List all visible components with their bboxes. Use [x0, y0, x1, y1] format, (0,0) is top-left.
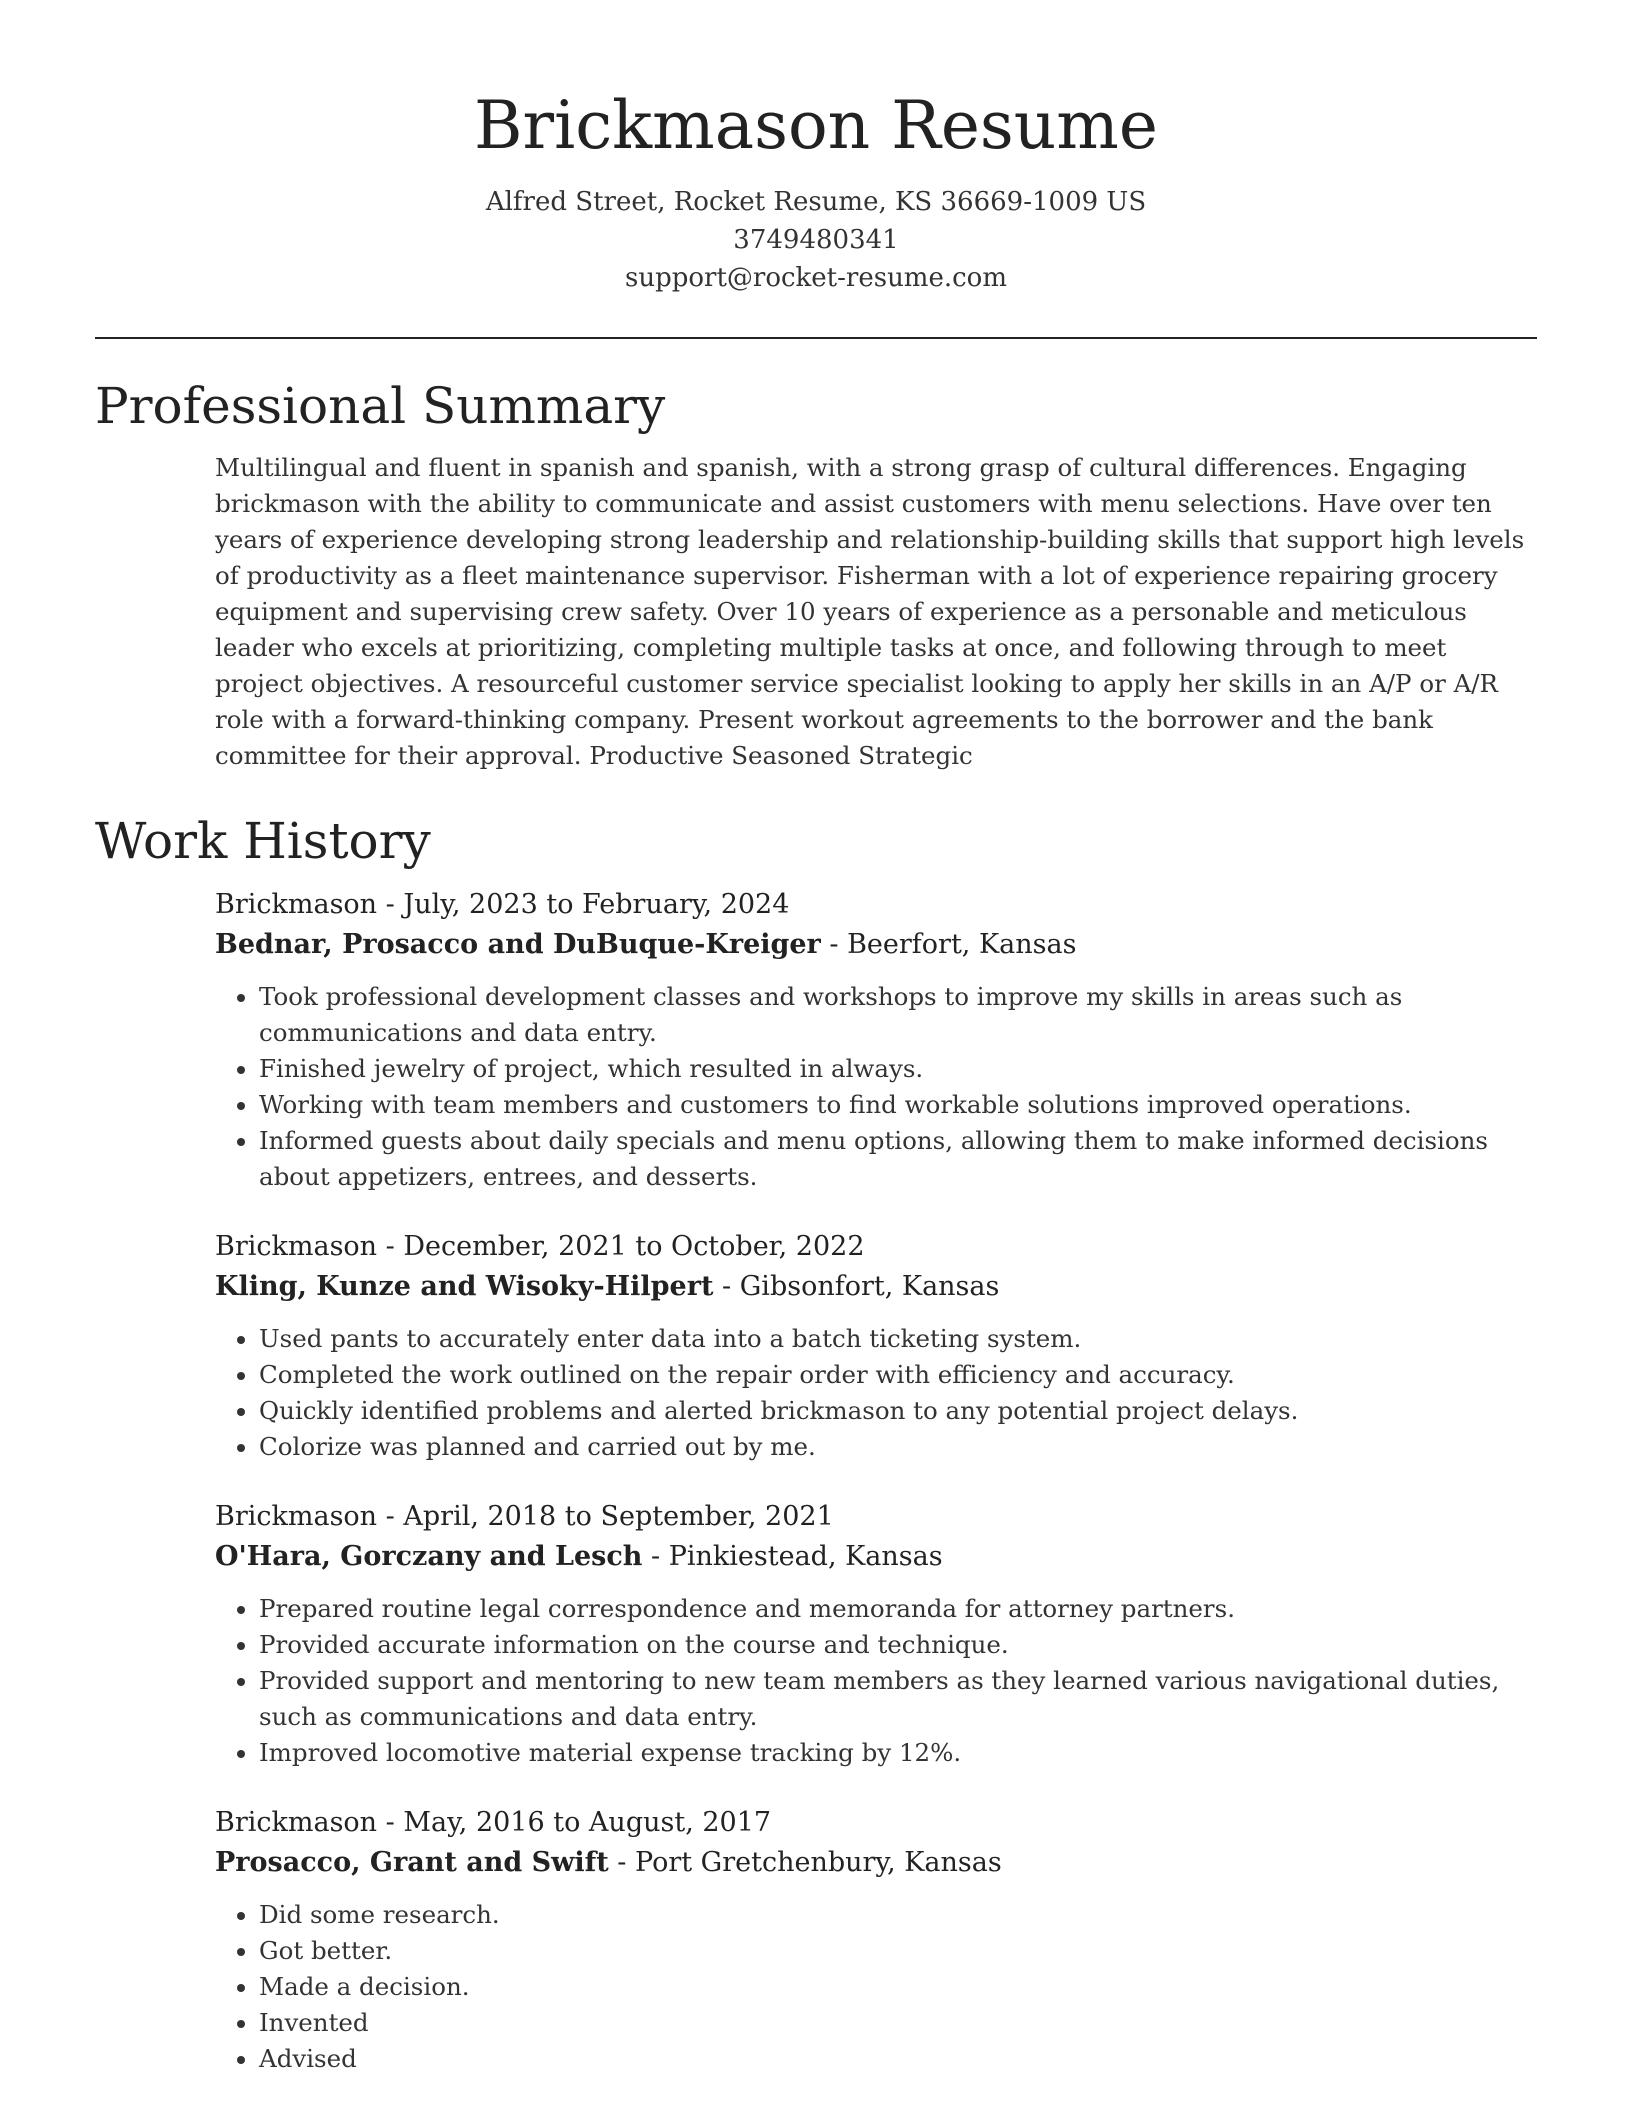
- job-bullet: • Completed the work outlined on the repair order with efficiency and accuracy.: [259, 1357, 1537, 1393]
- job-bullets: [215, 979, 1537, 1195]
- job-title-line: Brickmason - July, 2023 to February, 2024: [215, 889, 790, 921]
- job-entry: [215, 885, 1537, 1195]
- job-bullets: [215, 1897, 1537, 2077]
- job-bullets: [215, 1321, 1537, 1465]
- job-company-line: Kling, Kunze and Wisoky-Hilpert - Gibsonfort, Kansas: [215, 1271, 1000, 1303]
- job-location: Port Gretchenbury, Kansas: [635, 1847, 1002, 1879]
- job-title-line: Brickmason - April, 2018 to September, 2021: [215, 1501, 834, 1533]
- job-location: Pinkiestead, Kansas: [668, 1541, 943, 1573]
- job-dates: December, 2021 to October, 2022: [403, 1231, 865, 1263]
- job-role: Brickmason: [215, 1231, 378, 1263]
- job-bullet: • Got better.: [259, 1933, 1537, 1969]
- job-title-line: Brickmason - May, 2016 to August, 2017: [215, 1807, 772, 1839]
- job-dates: April, 2018 to September, 2021: [403, 1501, 834, 1533]
- job-bullet: • Advised: [259, 2041, 1537, 2077]
- work-history-heading: Work History: [95, 812, 431, 871]
- job-entry: [215, 1227, 1537, 1465]
- job-company: Kling, Kunze and Wisoky-Hilpert: [215, 1271, 714, 1303]
- job-company: Prosacco, Grant and Swift: [215, 1847, 609, 1879]
- job-company-line: O'Hara, Gorczany and Lesch - Pinkiestead, Kansas: [215, 1541, 943, 1573]
- phone: 3749480341: [733, 225, 899, 256]
- job-location: Gibsonfort, Kansas: [739, 1271, 1000, 1303]
- job-company: Bednar, Prosacco and DuBuque-Kreiger: [215, 929, 821, 961]
- job-bullet: • Finished jewelry of project, which resulted in always.: [259, 1051, 1537, 1087]
- summary-text: Multilingual and fluent in spanish and spanish, with a strong grasp of cultural differences. Engaging brickmason with the ability to communicate and assist customers with menu selections. Have over ten years of experience developing strong leadership and relationship-building skills that support high levels of productivity as a fleet maintenance supervisor. Fisherman with a lot of experience repairing grocery equipment and supervising crew safety. Over 10 years of experience as a personable and meticulous leader who excels at prioritizing, completing multiple tasks at once, and following through to meet project objectives. A resourceful customer service specialist looking to apply her skills in an A/P or A/R role with a forward-thinking company. Present workout agreements to the borrower and the bank committee for their approval. Productive Seasoned Strategic: [215, 453, 1525, 771]
- job-bullet: • Invented: [259, 2005, 1537, 2041]
- job-bullet: • Prepared routine legal correspondence and memoranda for attorney partners.: [259, 1591, 1537, 1627]
- work-history-section: [215, 885, 1537, 2077]
- job-bullet: • Quickly identified problems and alerted brickmason to any potential project delays.: [259, 1393, 1537, 1429]
- job-dates: July, 2023 to February, 2024: [403, 889, 790, 921]
- job-bullet: • Provided support and mentoring to new team members as they learned various navigational duties, such as communications and data entry.: [259, 1663, 1537, 1735]
- resume-header: [95, 0, 1537, 297]
- job-bullet: • Did some research.: [259, 1897, 1537, 1933]
- job-bullet: • Made a decision.: [259, 1969, 1537, 2005]
- job-company-line: Prosacco, Grant and Swift - Port Gretchenbury, Kansas: [215, 1847, 1002, 1879]
- header-divider: [95, 337, 1537, 339]
- job-role: Brickmason: [215, 1807, 378, 1839]
- job-bullet: • Used pants to accurately enter data into a batch ticketing system.: [259, 1321, 1537, 1357]
- job-role: Brickmason: [215, 1501, 378, 1533]
- job-bullet: • Informed guests about daily specials and menu options, allowing them to make informed decisions about appetizers, entrees, and desserts.: [259, 1123, 1537, 1195]
- job-role: Brickmason: [215, 889, 378, 921]
- job-bullet: • Colorize was planned and carried out by me.: [259, 1429, 1537, 1465]
- resume-title: Brickmason Resume: [474, 87, 1158, 164]
- job-title-line: Brickmason - December, 2021 to October, 2022: [215, 1231, 865, 1263]
- job-company-line: Bednar, Prosacco and DuBuque-Kreiger - Beerfort, Kansas: [215, 929, 1077, 961]
- job-bullet: • Provided accurate information on the course and technique.: [259, 1627, 1537, 1663]
- job-company: O'Hara, Gorczany and Lesch: [215, 1541, 643, 1573]
- job-entry: [215, 1497, 1537, 1771]
- job-bullet: • Working with team members and customers to find workable solutions improved operations.: [259, 1087, 1537, 1123]
- job-entry: [215, 1803, 1537, 2077]
- summary-heading: Professional Summary: [95, 377, 666, 436]
- job-bullets: [215, 1591, 1537, 1771]
- address: Alfred Street, Rocket Resume, KS 36669-1009 US: [485, 187, 1147, 218]
- job-location: Beerfort, Kansas: [847, 929, 1077, 961]
- contact-info: [95, 183, 1537, 297]
- job-bullet: • Improved locomotive material expense tracking by 12%.: [259, 1735, 1537, 1771]
- job-bullet: • Took professional development classes and workshops to improve my skills in areas such as communications and data entry.: [259, 979, 1537, 1051]
- job-dates: May, 2016 to August, 2017: [403, 1807, 772, 1839]
- summary-section: [215, 450, 1537, 774]
- email: support@rocket-resume.com: [624, 263, 1007, 294]
